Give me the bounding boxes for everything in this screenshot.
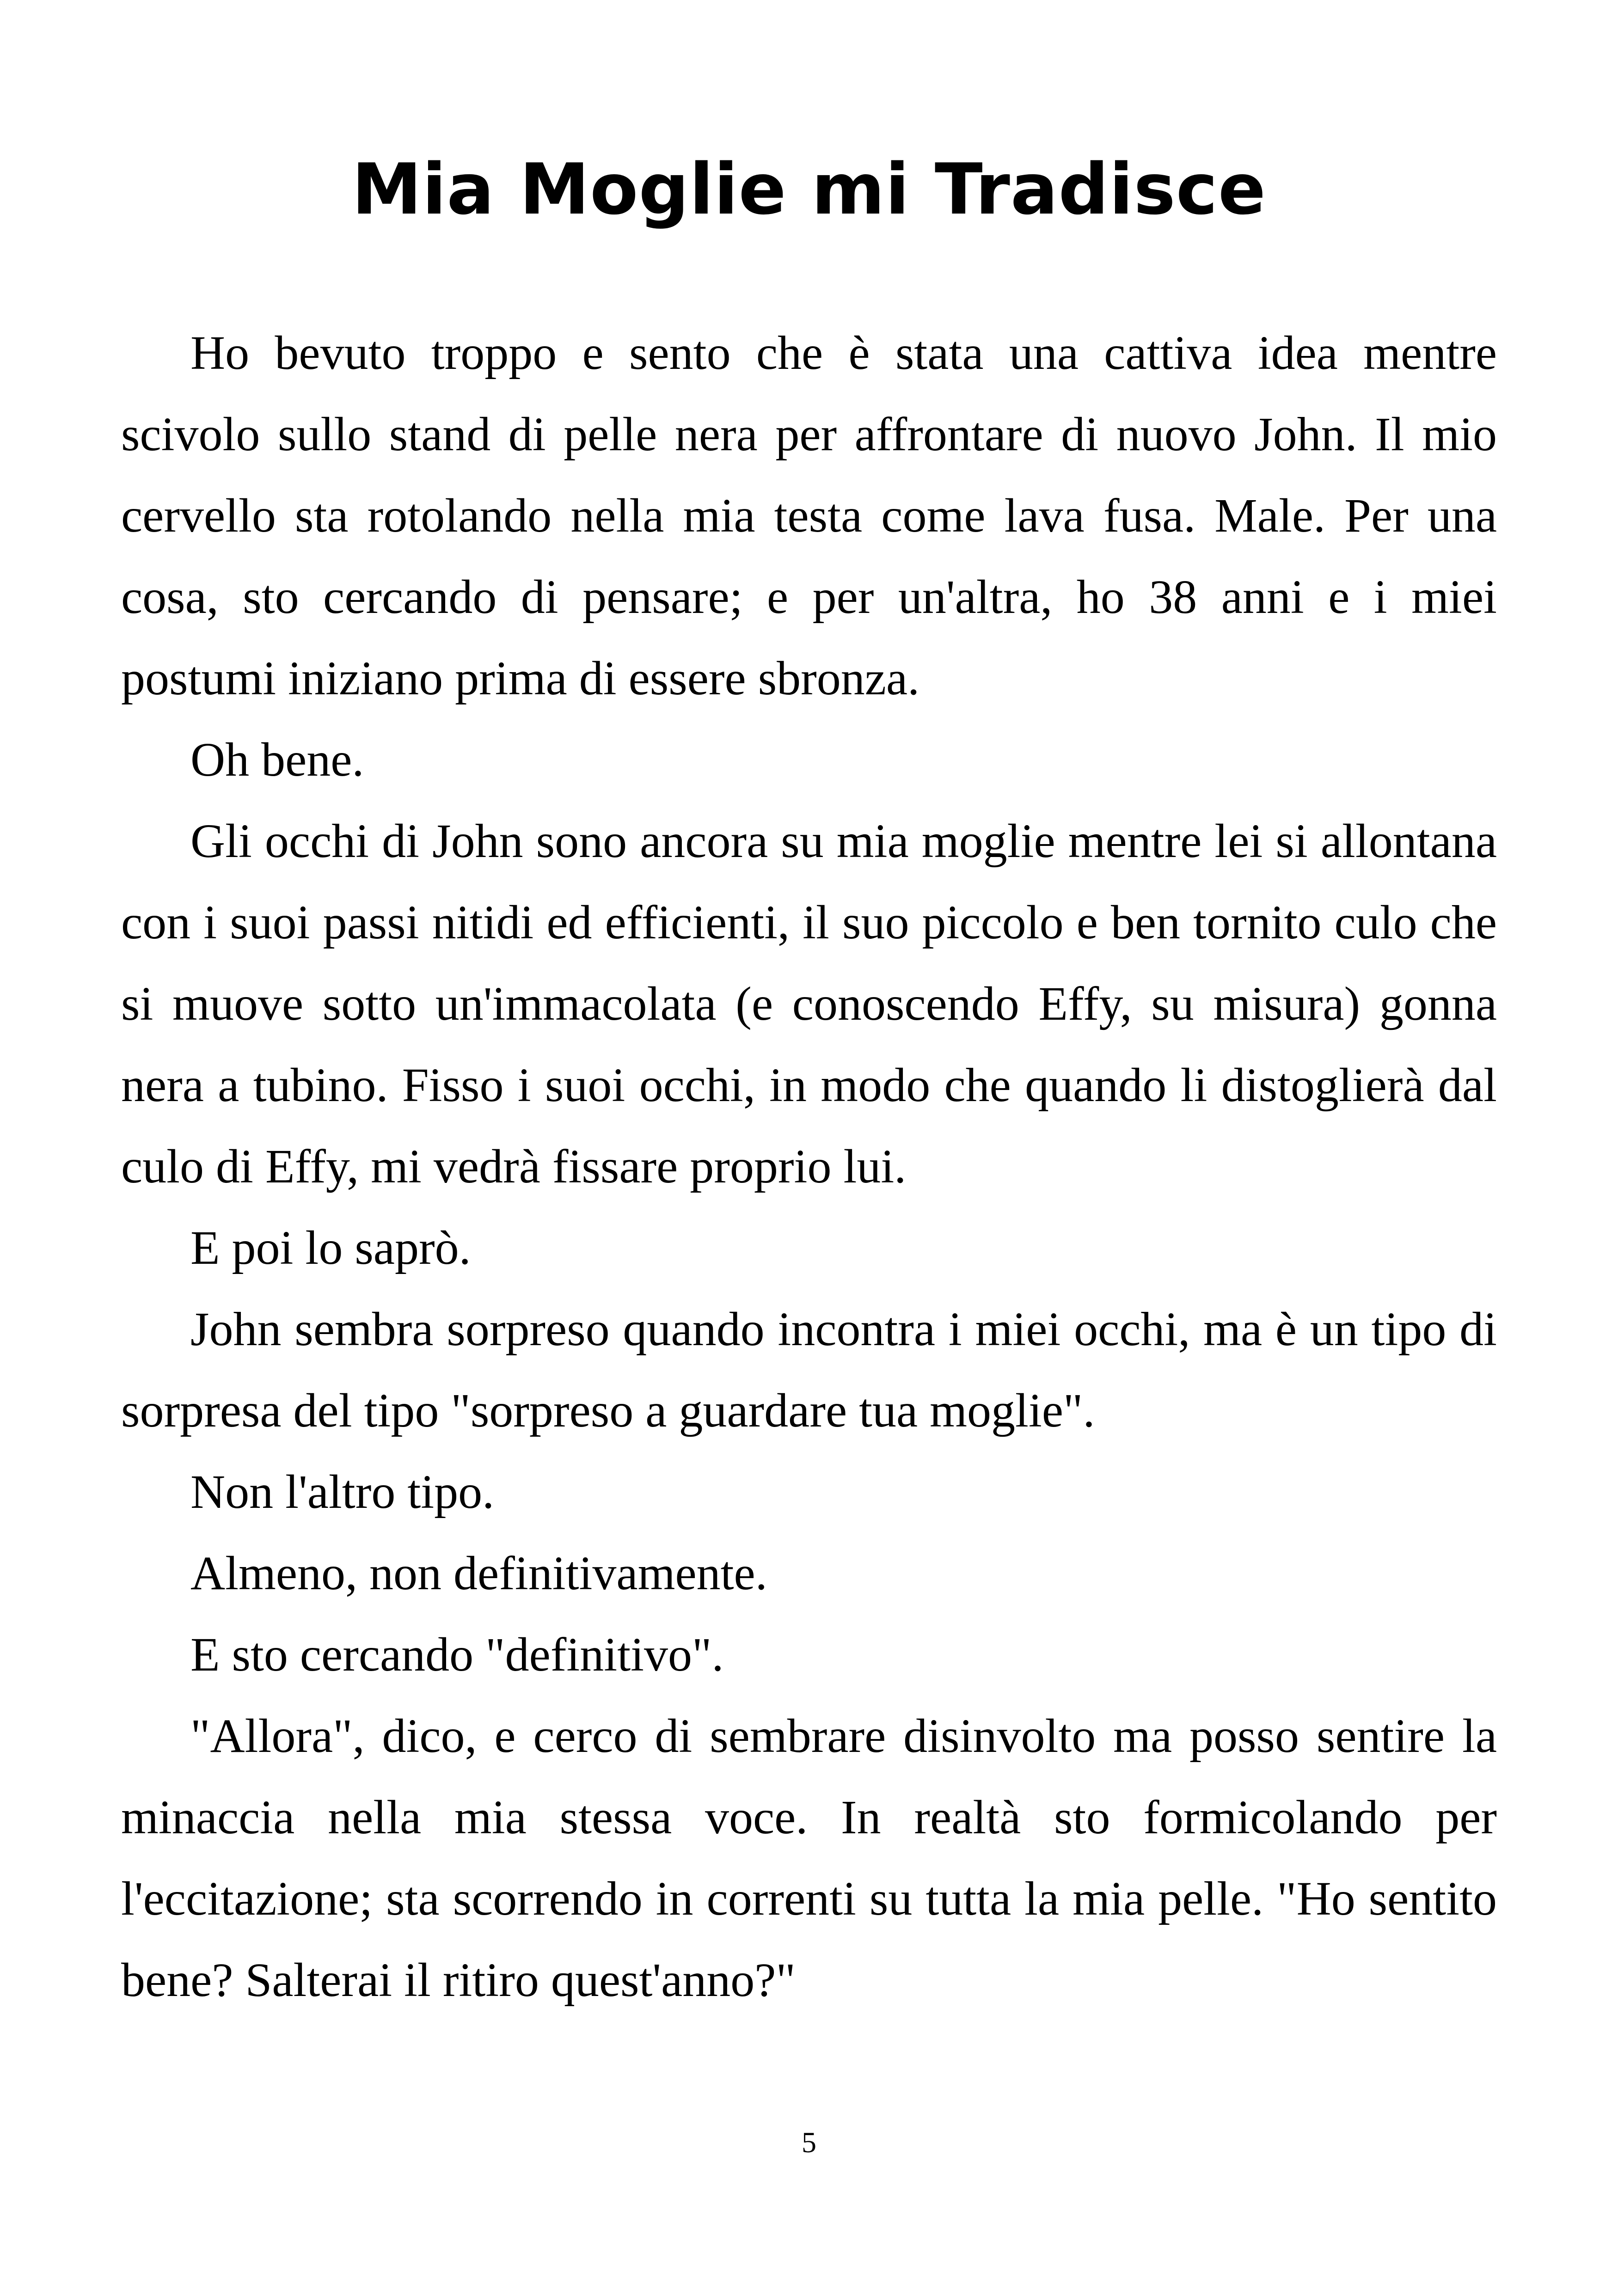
paragraph: John sembra sorpreso quando incontra i miei occhi, ma è un tipo di sorpresa del tipo "sorpreso a guardare tua moglie". (121, 1303, 1497, 1437)
paragraph: Non l'altro tipo. (190, 1465, 495, 1518)
page-number: 5 (802, 2126, 816, 2159)
paragraph: Almeno, non definitivamente. (190, 1547, 767, 1600)
paragraph: E sto cercando "definitivo". (190, 1628, 724, 1681)
chapter-title: Mia Moglie mi Tradisce (351, 148, 1267, 230)
paragraph: Gli occhi di John sono ancora su mia moglie mentre lei si allontana con i suoi passi nitidi ed efficienti, il suo piccolo e ben tornito culo che si muove sotto un'immacolata (e conoscendo Effy, su misura) gonna nera a tubino. Fisso i suoi occhi, in modo che quando li distoglierà dal culo di Effy, mi vedrà fissare proprio lui. (121, 814, 1497, 1193)
paragraph: E poi lo saprò. (190, 1221, 471, 1274)
paragraph: "Allora", dico, e cerco di sembrare disinvolto ma posso sentire la minaccia nella mia stessa voce. In realtà sto formicolando per l'eccitazione; sta scorrendo in correnti su tutta la mia pelle. "Ho sentito bene? Salterai il ritiro quest'anno?" (121, 1709, 1497, 2007)
body-text (121, 312, 1497, 2021)
paragraph: Ho bevuto troppo e sento che è stata una cattiva idea mentre scivolo sullo stand di pelle nera per affrontare di nuovo John. Il mio cervello sta rotolando nella mia testa come lava fusa. Male. Per una cosa, sto cercando di pensare; e per un'altra, ho 38 anni e i miei postumi iniziano prima di essere sbronza. (121, 326, 1497, 705)
paragraph: Oh bene. (190, 733, 364, 786)
